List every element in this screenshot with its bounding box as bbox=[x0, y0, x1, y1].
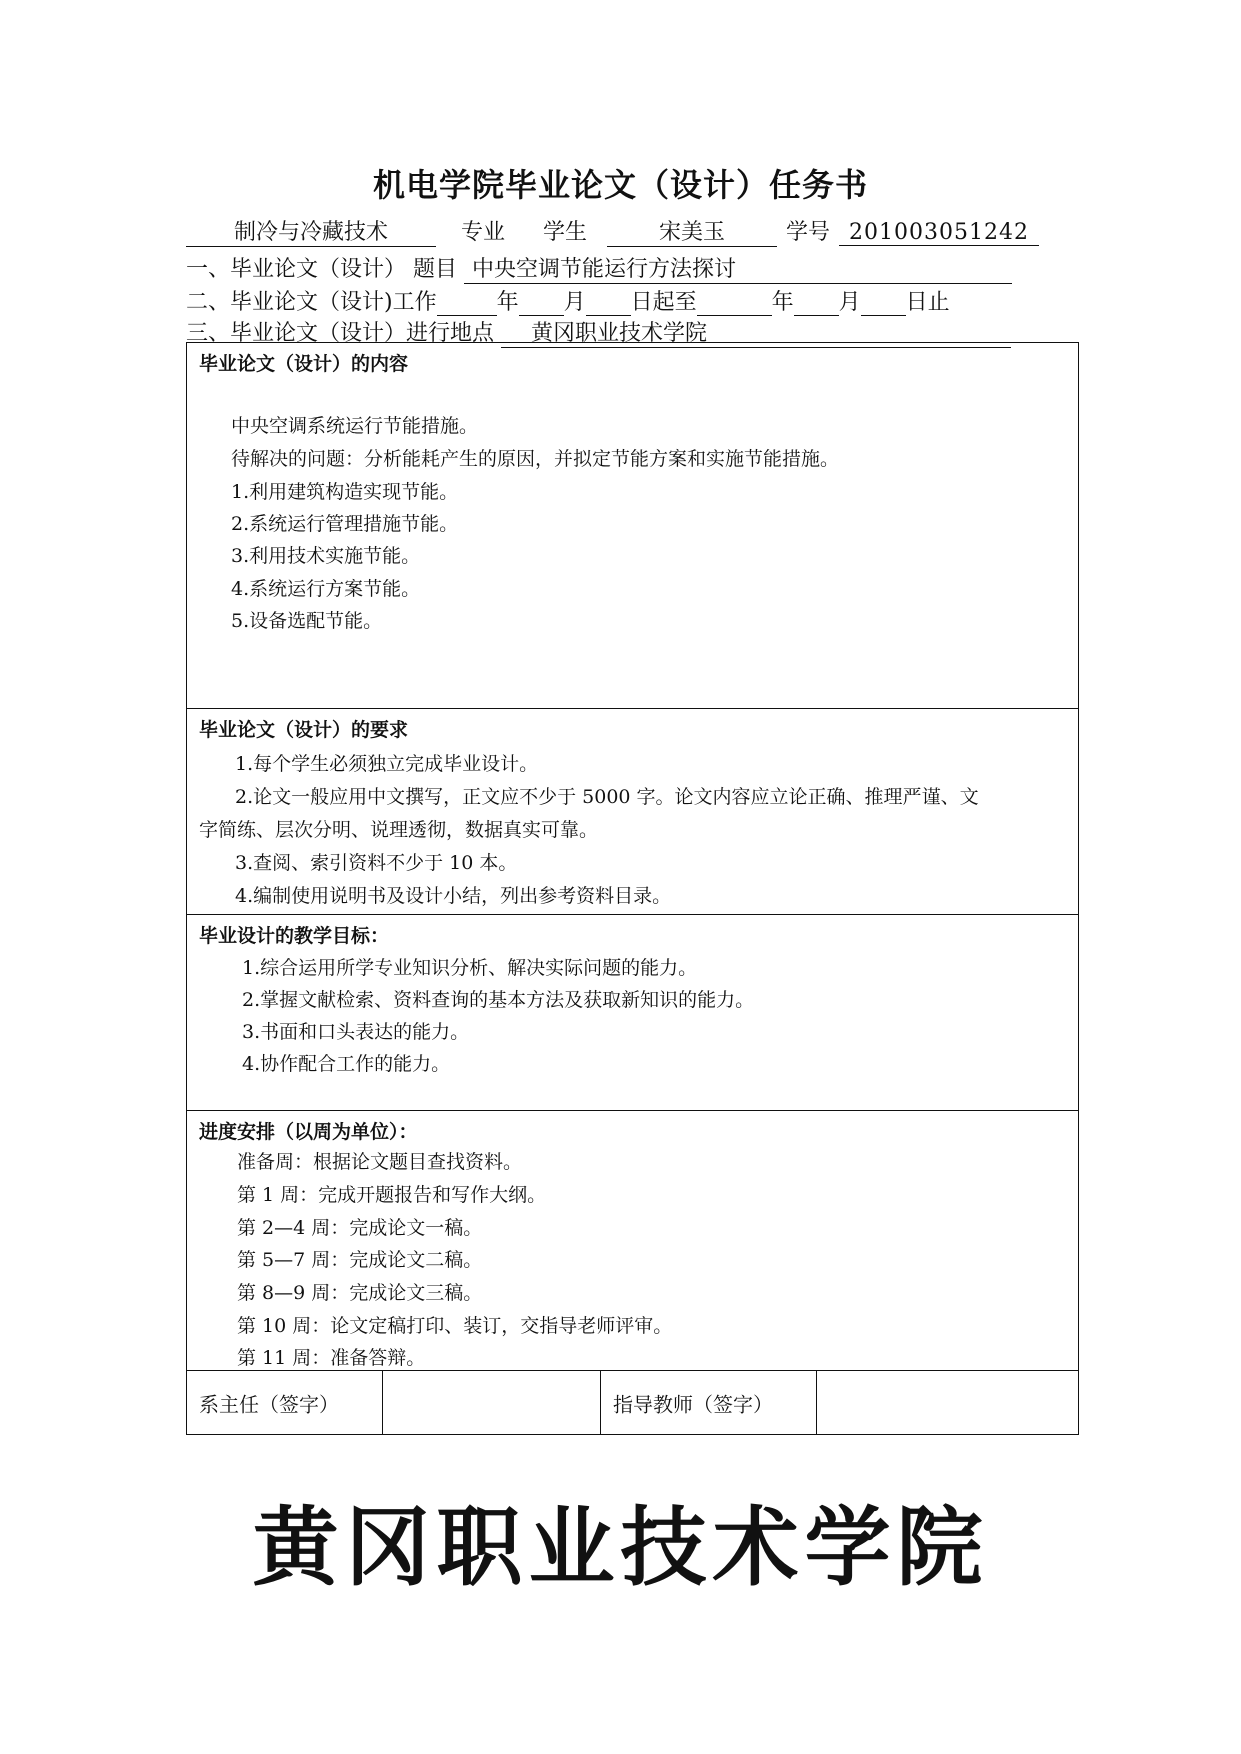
schedule-line: 第 2—4 周：完成论文一稿。 bbox=[237, 1217, 483, 1239]
objective-line: 4.协作配合工作的能力。 bbox=[242, 1053, 451, 1075]
end-year-label: 年 bbox=[771, 290, 794, 315]
dept-head-label: 系主任（签字） bbox=[199, 1392, 339, 1416]
start-day-blank bbox=[586, 290, 631, 316]
student-value: 宋美玉 bbox=[607, 215, 777, 247]
advisor-label: 指导教师（签字） bbox=[613, 1392, 773, 1416]
document-title: 机电学院毕业论文（设计）任务书 bbox=[372, 166, 868, 204]
objectives-heading: 毕业设计的教学目标： bbox=[199, 925, 390, 947]
schedule-line: 第 11 周：准备答辩。 bbox=[237, 1347, 426, 1369]
topic-value: 中央空调节能运行方法探讨 bbox=[464, 252, 1012, 284]
header-row-topic bbox=[186, 252, 1012, 284]
place-value: 黄冈职业技术学院 bbox=[501, 316, 1011, 348]
start-month-blank bbox=[519, 290, 564, 316]
content-line: 待解决的问题：分析能耗产生的原因，并拟定节能方案和实施节能措施。 bbox=[231, 448, 840, 470]
header-row-period bbox=[186, 285, 950, 316]
requirement-line: 3.查阅、索引资料不少于 10 本。 bbox=[235, 852, 518, 874]
end-day-label: 日止 bbox=[905, 290, 950, 315]
start-day-label: 日起至 bbox=[630, 290, 697, 315]
section-schedule bbox=[187, 1111, 1078, 1371]
section-objectives bbox=[187, 915, 1078, 1111]
content-line: 5.设备选配节能。 bbox=[231, 610, 383, 632]
content-line: 1.利用建筑构造实现节能。 bbox=[231, 481, 459, 503]
requirements-heading: 毕业论文（设计）的要求 bbox=[199, 719, 409, 741]
header-row-major-student bbox=[186, 215, 1039, 247]
requirement-line: 1.每个学生必须独立完成毕业设计。 bbox=[235, 753, 539, 775]
start-month-label: 月 bbox=[563, 290, 586, 315]
topic-label: 一、毕业论文（设计） 题目 bbox=[186, 257, 457, 282]
section-content bbox=[187, 343, 1078, 709]
advisor-signature-field[interactable] bbox=[817, 1371, 1078, 1434]
institution-name-stamp: 黄冈职业技术学院 bbox=[252, 1497, 989, 1598]
student-id-value: 201003051242 bbox=[839, 220, 1039, 246]
schedule-line: 第 8—9 周：完成论文三稿。 bbox=[237, 1282, 483, 1304]
schedule-heading: 进度安排（以周为单位）： bbox=[199, 1121, 418, 1143]
signature-row bbox=[187, 1371, 1078, 1434]
major-label: 专业 bbox=[460, 220, 505, 245]
schedule-line: 第 1 周：完成开题报告和写作大纲。 bbox=[237, 1184, 547, 1206]
requirement-line: 2.论文一般应用中文撰写，正文应不少于 5000 字。论文内容应立论正确、推理严谨、文 bbox=[235, 786, 979, 808]
student-id-label: 学号 bbox=[785, 220, 830, 245]
dept-head-label-cell bbox=[187, 1371, 383, 1434]
content-line: 3.利用技术实施节能。 bbox=[231, 545, 421, 567]
schedule-line: 第 5—7 周：完成论文二稿。 bbox=[237, 1249, 483, 1271]
major-value: 制冷与冷藏技术 bbox=[186, 215, 436, 247]
task-table bbox=[186, 342, 1079, 1435]
student-label: 学生 bbox=[542, 220, 587, 245]
requirement-line: 4.编制使用说明书及设计小结，列出参考资料目录。 bbox=[235, 885, 672, 907]
start-year-blank bbox=[437, 290, 497, 316]
schedule-line: 第 10 周：论文定稿打印、装订，交指导老师评审。 bbox=[237, 1315, 673, 1337]
period-label: 二、毕业论文（设计)工作 bbox=[186, 290, 437, 315]
content-line: 2.系统运行管理措施节能。 bbox=[231, 513, 459, 535]
dept-head-signature-field[interactable] bbox=[383, 1371, 601, 1434]
place-label: 三、毕业论文（设计）进行地点 bbox=[186, 321, 495, 346]
end-month-blank bbox=[794, 290, 839, 316]
content-heading: 毕业论文（设计）的内容 bbox=[199, 353, 409, 375]
content-line: 4.系统运行方案节能。 bbox=[231, 578, 421, 600]
schedule-line: 准备周：根据论文题目查找资料。 bbox=[237, 1151, 523, 1173]
end-day-blank bbox=[861, 290, 906, 316]
objective-line: 1.综合运用所学专业知识分析、解决实际问题的能力。 bbox=[242, 957, 698, 979]
objective-line: 3.书面和口头表达的能力。 bbox=[242, 1021, 470, 1043]
start-year-label: 年 bbox=[496, 290, 519, 315]
advisor-label-cell bbox=[601, 1371, 817, 1434]
end-year-blank bbox=[697, 290, 772, 316]
end-month-label: 月 bbox=[838, 290, 861, 315]
section-requirements bbox=[187, 709, 1078, 915]
content-line: 中央空调系统运行节能措施。 bbox=[231, 415, 479, 437]
objective-line: 2.掌握文献检索、资料查询的基本方法及获取新知识的能力。 bbox=[242, 989, 755, 1011]
requirement-line: 字简练、层次分明、说理透彻，数据真实可靠。 bbox=[199, 819, 599, 841]
